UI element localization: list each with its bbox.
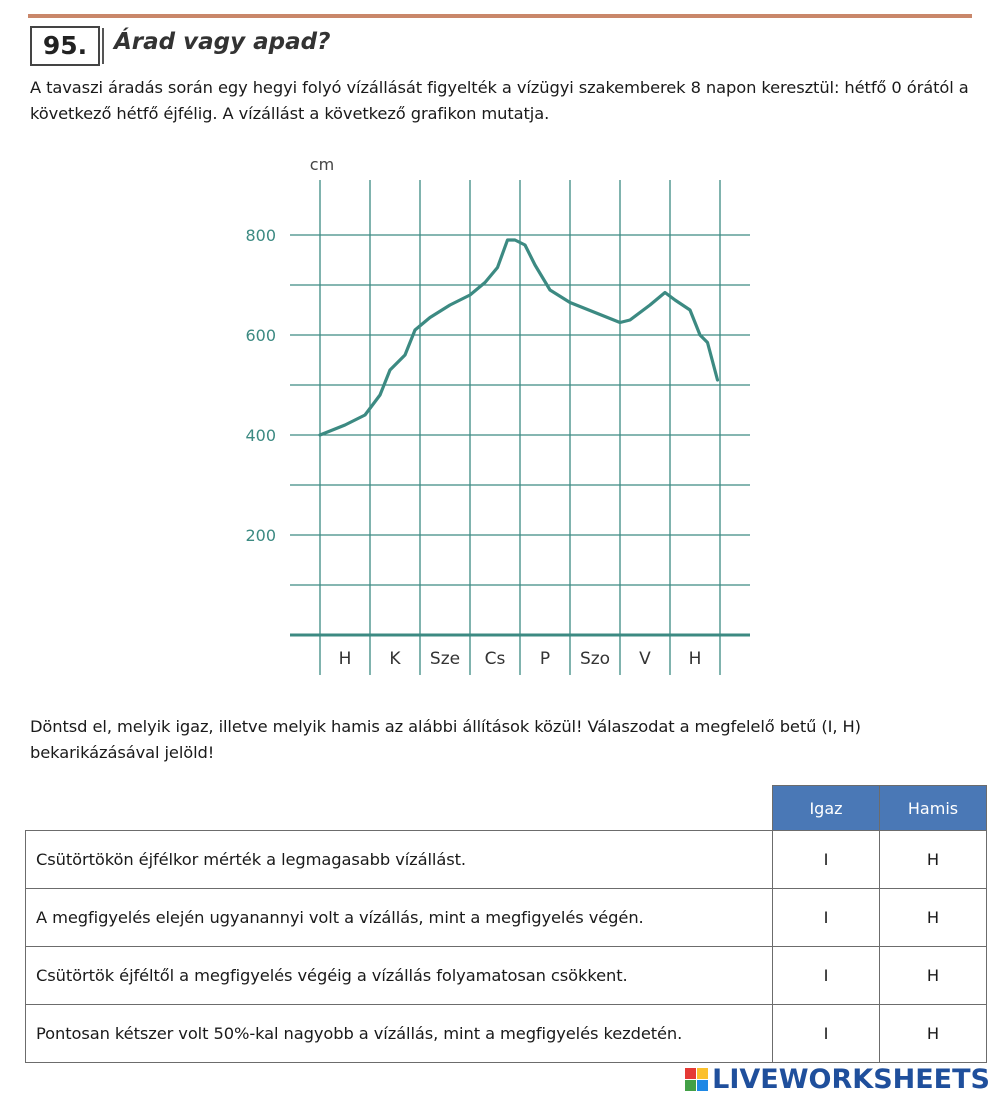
y-tick-label: 800	[245, 226, 276, 245]
x-category-label: P	[539, 649, 551, 669]
header-igaz: Igaz	[773, 786, 880, 831]
table-row	[26, 1005, 987, 1063]
y-tick-label: 400	[245, 426, 276, 445]
header-blank-cell	[26, 786, 773, 831]
x-category-label: Sze	[429, 649, 461, 669]
y-tick-label: 200	[245, 526, 276, 545]
x-category-label: H	[338, 649, 352, 669]
water-level-chart	[230, 150, 770, 690]
x-category-label: Cs	[484, 649, 506, 669]
answer-hamis-4[interactable]: H	[880, 1005, 987, 1063]
title-separator	[102, 28, 104, 64]
intro-text: A tavaszi áradás során egy hegyi folyó vízállását figyelték a vízügyi szakemberek 8 napon keresztül: hétfő 0 órától a következő hétfő éjfélig. A vízállást a következő grafikon mutatja.	[30, 78, 969, 123]
statement-1: Csütörtökön éjfélkor mérték a legmagasabb vízállást.	[26, 831, 773, 889]
liveworksheets-logo	[685, 1064, 990, 1095]
answer-hamis-1[interactable]: H	[880, 831, 987, 889]
statement-3: Csütörtök éjféltől a megfigyelés végéig a vízállás folyamatosan csökkent.	[26, 947, 773, 1005]
table-row	[26, 831, 987, 889]
true-false-table	[25, 785, 987, 1063]
brand-name: LIVEWORKSHEETS	[712, 1064, 990, 1095]
statement-2: A megfigyelés elején ugyanannyi volt a vízállás, mint a megfigyelés végén.	[26, 889, 773, 947]
answer-hamis-2[interactable]: H	[880, 889, 987, 947]
table-row	[26, 947, 987, 1005]
exercise-number: 95.	[30, 26, 100, 66]
water-level-line	[320, 240, 718, 435]
y-axis-unit-label: cm	[309, 155, 335, 174]
table-header-row	[26, 786, 987, 831]
y-tick-label: 600	[245, 326, 276, 345]
answer-igaz-1[interactable]: I	[773, 831, 880, 889]
x-category-label: Szo	[579, 649, 611, 669]
x-category-label: V	[639, 649, 651, 669]
x-category-label: H	[688, 649, 702, 669]
table-row	[26, 889, 987, 947]
answer-igaz-3[interactable]: I	[773, 947, 880, 1005]
answer-hamis-3[interactable]: H	[880, 947, 987, 1005]
exercise-title: Árad vagy apad?	[114, 29, 331, 55]
logo-squares-icon	[685, 1068, 708, 1091]
top-rule	[28, 14, 972, 18]
statement-4: Pontosan kétszer volt 50%-kal nagyobb a vízállás, mint a megfigyelés kezdetén.	[26, 1005, 773, 1063]
question-text: Döntsd el, melyik igaz, illetve melyik hamis az alábbi állítások közül! Válaszodat a megfelelő betű (I, H) bekarikázásával jelöld!	[30, 717, 861, 762]
header-hamis: Hamis	[880, 786, 987, 831]
x-category-label: K	[389, 649, 401, 669]
answer-igaz-4[interactable]: I	[773, 1005, 880, 1063]
answer-igaz-2[interactable]: I	[773, 889, 880, 947]
